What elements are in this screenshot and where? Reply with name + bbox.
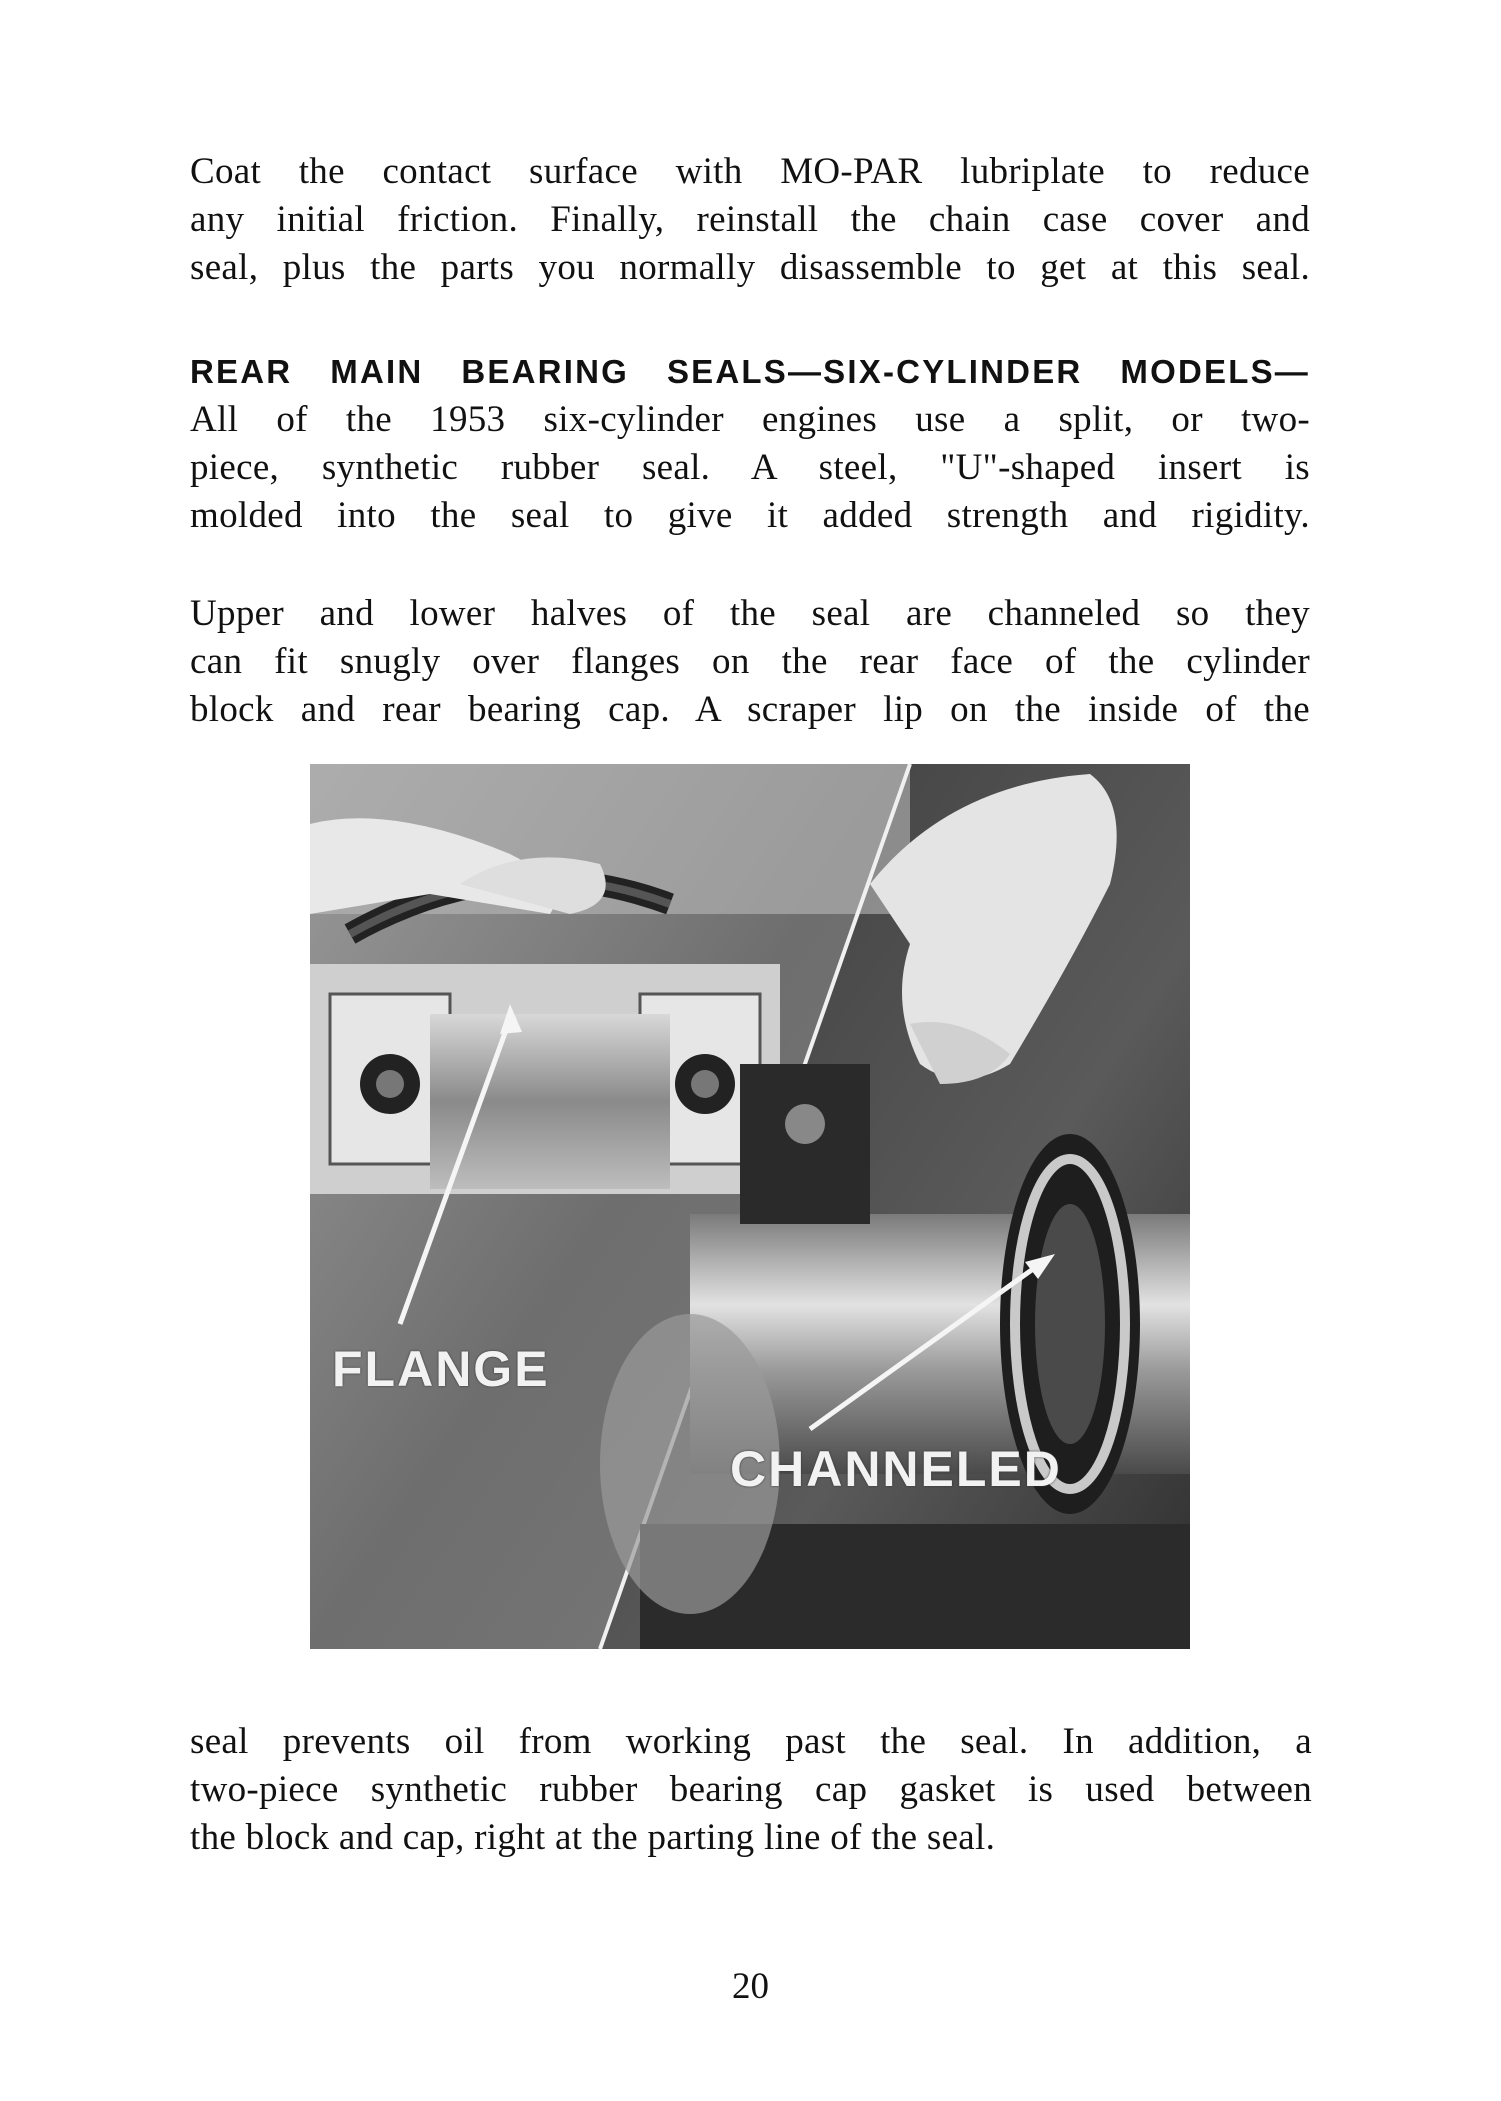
paragraph-scraper bbox=[190, 1718, 1312, 1862]
channeled-label: CHANNELED bbox=[730, 1441, 1062, 1497]
text-line: seal, plus the parts you normally disassemble to get at this seal. bbox=[190, 247, 1310, 288]
text-line: piece, synthetic rubber seal. A steel, "U"-shaped insert is bbox=[190, 447, 1310, 488]
section-block bbox=[190, 348, 1310, 540]
text-line: All of the 1953 six-cylinder engines use a split, or two- bbox=[190, 399, 1310, 440]
seal-photo bbox=[310, 764, 1190, 1649]
paragraph-intro bbox=[190, 148, 1310, 292]
text-line: Upper and lower halves of the seal are channeled so they bbox=[190, 593, 1310, 634]
page-number: 20 bbox=[732, 1966, 769, 2007]
paragraph-channels bbox=[190, 590, 1310, 734]
section-heading: REAR MAIN BEARING SEALS—SIX-CYLINDER MODELS— bbox=[190, 353, 1310, 390]
text-line: can fit snugly over flanges on the rear face of the cylinder bbox=[190, 641, 1310, 682]
flange-label: FLANGE bbox=[332, 1341, 550, 1397]
text-line: two-piece synthetic rubber bearing cap gasket is used between bbox=[190, 1769, 1312, 1810]
photo-illustration bbox=[310, 764, 1190, 1649]
text-line: the block and cap, right at the parting line of the seal. bbox=[190, 1817, 996, 1858]
text-line: molded into the seal to give it added strength and rigidity. bbox=[190, 495, 1310, 536]
text-line: seal prevents oil from working past the seal. In addition, a bbox=[190, 1721, 1312, 1762]
text-line: block and rear bearing cap. A scraper lip on the inside of the bbox=[190, 689, 1310, 730]
text-line: Coat the contact surface with MO-PAR lubriplate to reduce bbox=[190, 151, 1310, 192]
text-line: any initial friction. Finally, reinstall the chain case cover and bbox=[190, 199, 1310, 240]
